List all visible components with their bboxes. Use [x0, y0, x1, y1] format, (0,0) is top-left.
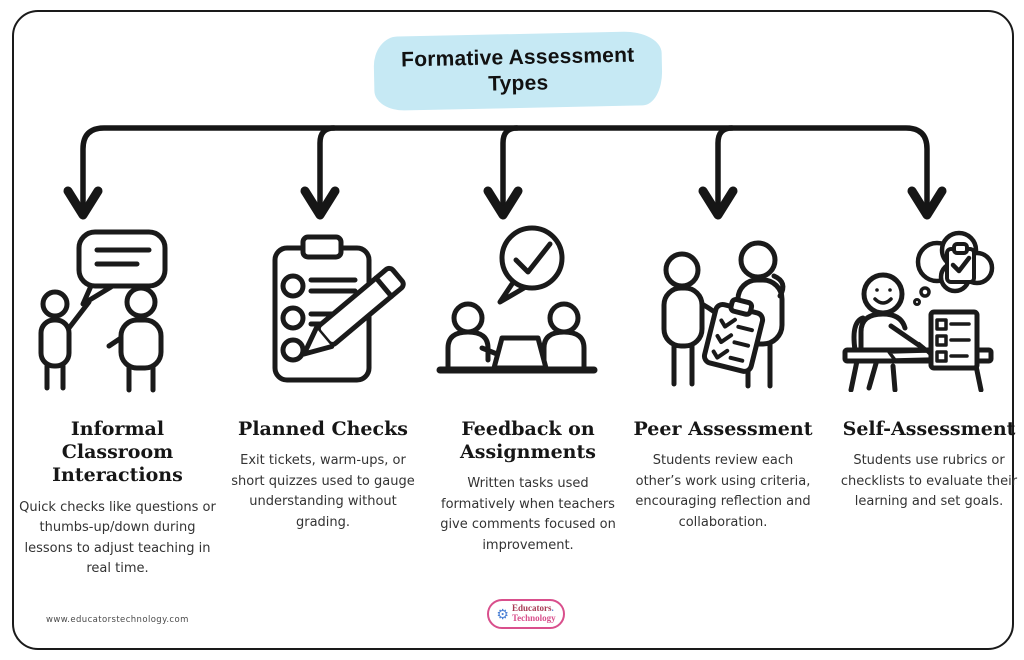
brand-logo: [487, 599, 565, 629]
page-title: Formative Assessment Types: [400, 43, 635, 96]
peer-review-icon: [642, 224, 812, 396]
column-heading: Planned Checks: [238, 418, 408, 440]
column-peer-assessment: [632, 418, 814, 533]
column-description: Students use rubrics or checklists to evaluate their learning and set goals.: [840, 453, 1018, 510]
brand-name-line2: Technology: [511, 613, 556, 623]
brand-dot: .: [551, 603, 554, 614]
column-planned-checks: [228, 418, 418, 533]
column-description: Exit tickets, warm-ups, or short quizzes used to gauge understanding without grading.: [231, 453, 415, 530]
title-highlight: [373, 31, 662, 111]
column-description: Written tasks used formatively when teachers give comments focused on improvement.: [440, 476, 616, 553]
column-self-assessment: [840, 418, 1018, 513]
column-heading: Feedback on Assignments: [460, 418, 596, 464]
branch-arrows-icon: [0, 113, 1024, 233]
brand-name: [512, 604, 556, 624]
classroom-conversation-icon: [25, 224, 195, 396]
column-feedback-assignments: [437, 418, 619, 556]
feedback-discussion-icon: [432, 220, 602, 392]
gear-icon: ⚙: [496, 606, 509, 622]
column-description: Quick checks like questions or thumbs-up/down during lessons to adjust teaching in real time.: [19, 499, 216, 577]
column-description: Students review each other’s work using criteria, encouraging reflection and collaboration.: [635, 453, 811, 530]
clipboard-pencil-icon: [247, 226, 417, 398]
column-informal-interactions: [15, 418, 220, 580]
brand-name-line1: Educators: [511, 603, 552, 614]
self-reflection-icon: [833, 220, 1003, 392]
website-url: www.educatorstechnology.com: [46, 615, 189, 625]
column-heading: Peer Assessment: [633, 418, 813, 440]
column-heading: Informal Classroom Interactions: [52, 418, 183, 487]
column-heading: Self-Assessment: [842, 418, 1016, 440]
